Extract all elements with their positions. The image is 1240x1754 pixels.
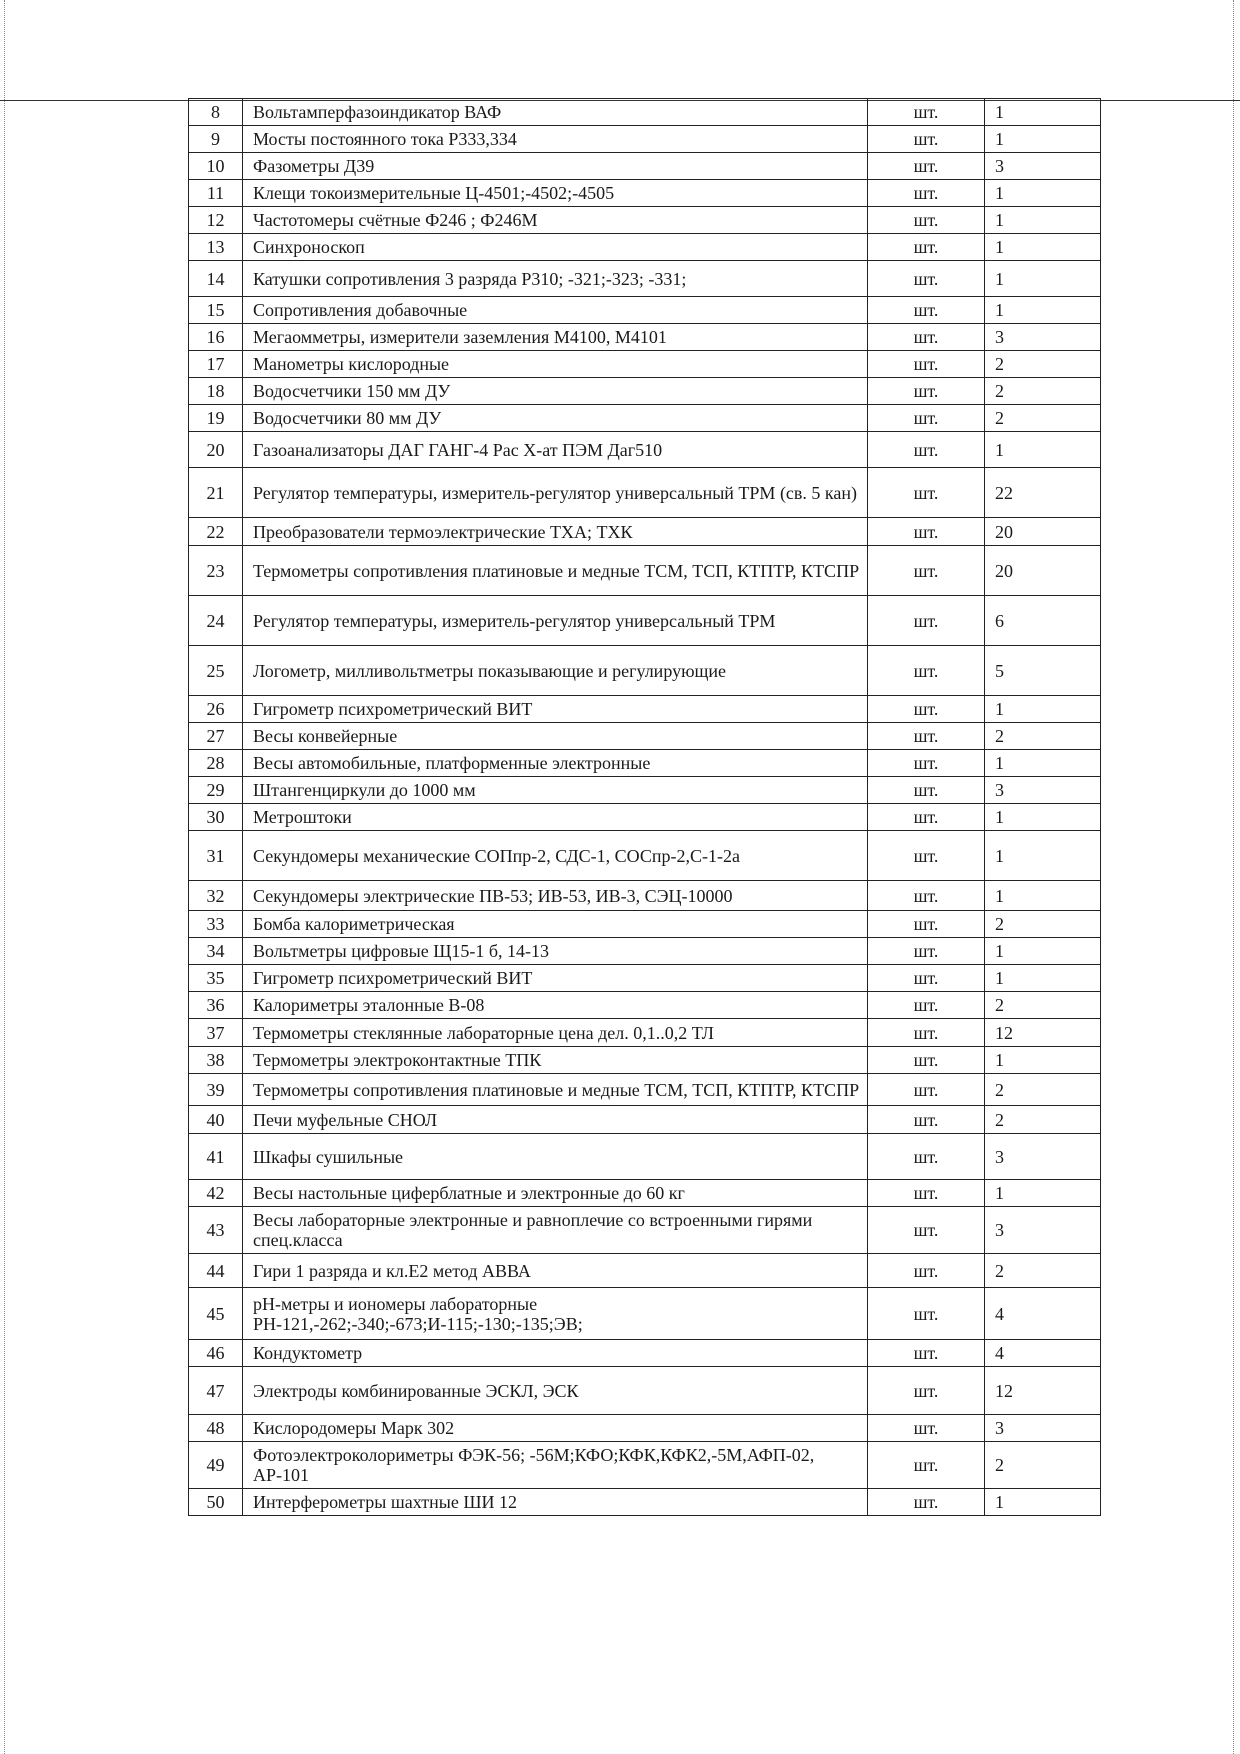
row-number: 25 (189, 646, 243, 696)
item-name: Термометры электроконтактные ТПК (243, 1047, 868, 1074)
table-row (189, 234, 1101, 261)
item-unit: шт. (868, 207, 985, 234)
table-row (189, 596, 1101, 646)
item-name: Секундомеры механические СОПпр-2, СДС-1, СОСпр-2,С-1-2а (243, 831, 868, 881)
item-quantity: 1 (985, 180, 1101, 207)
item-quantity: 2 (985, 1074, 1101, 1106)
row-number: 20 (189, 432, 243, 468)
table-row (189, 1134, 1101, 1180)
table-row (189, 938, 1101, 965)
table-row (189, 831, 1101, 881)
row-number: 31 (189, 831, 243, 881)
item-unit: шт. (868, 1047, 985, 1074)
item-quantity: 20 (985, 546, 1101, 596)
table-row (189, 546, 1101, 596)
item-name: Логометр, милливольтметры показывающие и регулирующие (243, 646, 868, 696)
table-row (189, 432, 1101, 468)
item-unit: шт. (868, 881, 985, 911)
table-row (189, 1019, 1101, 1047)
table-row (189, 1415, 1101, 1442)
row-number: 9 (189, 126, 243, 153)
item-unit: шт. (868, 777, 985, 804)
row-number: 38 (189, 1047, 243, 1074)
item-quantity: 1 (985, 750, 1101, 777)
item-quantity: 1 (985, 965, 1101, 992)
item-unit: шт. (868, 1134, 985, 1180)
table-row (189, 911, 1101, 938)
item-quantity: 1 (985, 261, 1101, 297)
table-row (189, 723, 1101, 750)
table-row (189, 881, 1101, 911)
item-name: Гигрометр психрометрический ВИТ (243, 696, 868, 723)
row-number: 33 (189, 911, 243, 938)
item-quantity: 1 (985, 207, 1101, 234)
row-number: 19 (189, 405, 243, 432)
table-row (189, 646, 1101, 696)
item-name: Водосчетчики 80 мм ДУ (243, 405, 868, 432)
table-row (189, 1340, 1101, 1367)
item-quantity: 1 (985, 297, 1101, 324)
item-name: Весы конвейерные (243, 723, 868, 750)
item-name: Водосчетчики 150 мм ДУ (243, 378, 868, 405)
row-number: 46 (189, 1340, 243, 1367)
row-number: 42 (189, 1180, 243, 1207)
row-number: 10 (189, 153, 243, 180)
item-name: Катушки сопротивления 3 разряда Р310; -321;-323; -331; (243, 261, 868, 297)
item-name: Кондуктометр (243, 1340, 868, 1367)
item-name: Гири 1 разряда и кл.Е2 метод АВВА (243, 1254, 868, 1288)
item-name: Интерферометры шахтные ШИ 12 (243, 1489, 868, 1516)
item-quantity: 3 (985, 1415, 1101, 1442)
row-number: 14 (189, 261, 243, 297)
item-unit: шт. (868, 938, 985, 965)
item-unit: шт. (868, 234, 985, 261)
row-number: 40 (189, 1106, 243, 1134)
row-number: 45 (189, 1288, 243, 1340)
table-row (189, 261, 1101, 297)
item-quantity: 1 (985, 881, 1101, 911)
row-number: 48 (189, 1415, 243, 1442)
item-unit: шт. (868, 1442, 985, 1489)
item-name: Преобразователи термоэлектрические ТХА; ТХК (243, 518, 868, 546)
table-row (189, 351, 1101, 378)
table-row (189, 1442, 1101, 1489)
row-number: 32 (189, 881, 243, 911)
item-quantity: 5 (985, 646, 1101, 696)
table-row (189, 126, 1101, 153)
table-row (189, 1047, 1101, 1074)
item-quantity: 20 (985, 518, 1101, 546)
item-quantity: 4 (985, 1288, 1101, 1340)
row-number: 17 (189, 351, 243, 378)
item-unit: шт. (868, 750, 985, 777)
row-number: 16 (189, 324, 243, 351)
item-name: Регулятор температуры, измеритель-регулятор универсальный ТРМ (св. 5 кан) (243, 468, 868, 518)
item-name: Кислородомеры Марк 302 (243, 1415, 868, 1442)
item-unit: шт. (868, 432, 985, 468)
item-name: Весы лабораторные электронные и равноплечие со встроенными гирями спец.класса (243, 1207, 868, 1254)
row-number: 50 (189, 1489, 243, 1516)
item-name: Электроды комбинированные ЭСКЛ, ЭСК (243, 1367, 868, 1415)
item-name: Вольтметры цифровые Щ15-1 б, 14-13 (243, 938, 868, 965)
row-number: 30 (189, 804, 243, 831)
table-row (189, 777, 1101, 804)
table-row (189, 180, 1101, 207)
item-name: Метроштоки (243, 804, 868, 831)
row-number: 26 (189, 696, 243, 723)
item-unit: шт. (868, 723, 985, 750)
item-name: Сопротивления добавочные (243, 297, 868, 324)
table-row (189, 324, 1101, 351)
item-unit: шт. (868, 804, 985, 831)
table-row (189, 1207, 1101, 1254)
item-unit: шт. (868, 378, 985, 405)
item-quantity: 2 (985, 992, 1101, 1019)
row-number: 34 (189, 938, 243, 965)
item-quantity: 22 (985, 468, 1101, 518)
item-unit: шт. (868, 297, 985, 324)
item-unit: шт. (868, 992, 985, 1019)
item-name: Весы автомобильные, платформенные электронные (243, 750, 868, 777)
item-unit: шт. (868, 1415, 985, 1442)
instrument-table (188, 98, 1101, 1516)
item-unit: шт. (868, 646, 985, 696)
item-name: Синхроноскоп (243, 234, 868, 261)
item-quantity: 12 (985, 1019, 1101, 1047)
item-unit: шт. (868, 965, 985, 992)
item-quantity: 3 (985, 324, 1101, 351)
item-unit: шт. (868, 1288, 985, 1340)
item-unit: шт. (868, 911, 985, 938)
item-name: Шкафы сушильные (243, 1134, 868, 1180)
item-unit: шт. (868, 1207, 985, 1254)
table-row (189, 468, 1101, 518)
item-name: Манометры кислородные (243, 351, 868, 378)
item-unit: шт. (868, 1367, 985, 1415)
row-number: 29 (189, 777, 243, 804)
item-unit: шт. (868, 153, 985, 180)
item-unit: шт. (868, 468, 985, 518)
item-quantity: 1 (985, 938, 1101, 965)
item-quantity: 2 (985, 1106, 1101, 1134)
item-quantity: 3 (985, 1134, 1101, 1180)
table-row (189, 99, 1101, 126)
item-name: Частотомеры счётные Ф246 ; Ф246М (243, 207, 868, 234)
row-number: 23 (189, 546, 243, 596)
item-quantity: 1 (985, 1489, 1101, 1516)
item-name: Термометры сопротивления платиновые и медные ТСМ, ТСП, КТПТР, КТСПР (243, 546, 868, 596)
item-name: Вольтамперфазоиндикатор ВАФ (243, 99, 868, 126)
item-name: Термометры стеклянные лабораторные цена дел. 0,1..0,2 ТЛ (243, 1019, 868, 1047)
item-name: Клещи токоизмерительные Ц-4501;-4502;-4505 (243, 180, 868, 207)
item-name: Термометры сопротивления платиновые и медные ТСМ, ТСП, КТПТР, КТСПР (243, 1074, 868, 1106)
table-row (189, 1288, 1101, 1340)
item-unit: шт. (868, 99, 985, 126)
row-number: 21 (189, 468, 243, 518)
item-quantity: 2 (985, 723, 1101, 750)
item-unit: шт. (868, 180, 985, 207)
item-name: Мосты постоянного тока Р333,334 (243, 126, 868, 153)
item-name: Секундомеры электрические ПВ-53; ИВ-53, ИВ-3, СЭЦ-10000 (243, 881, 868, 911)
item-unit: шт. (868, 405, 985, 432)
item-quantity: 1 (985, 234, 1101, 261)
item-unit: шт. (868, 518, 985, 546)
row-number: 47 (189, 1367, 243, 1415)
item-unit: шт. (868, 324, 985, 351)
scan-edge-marks-left (4, 0, 25, 1754)
table-row (189, 1106, 1101, 1134)
item-quantity: 2 (985, 405, 1101, 432)
table-row (189, 297, 1101, 324)
item-quantity: 3 (985, 1207, 1101, 1254)
item-name: рН-метры и иономеры лабораторные РН-121,-262;-340;-673;И-115;-130;-135;ЭВ; (243, 1288, 868, 1340)
row-number: 49 (189, 1442, 243, 1489)
item-quantity: 12 (985, 1367, 1101, 1415)
table-row (189, 207, 1101, 234)
row-number: 24 (189, 596, 243, 646)
row-number: 22 (189, 518, 243, 546)
scan-edge-marks-right (1213, 0, 1234, 1754)
table-row (189, 804, 1101, 831)
item-unit: шт. (868, 1180, 985, 1207)
item-name: Регулятор температуры, измеритель-регулятор универсальный ТРМ (243, 596, 868, 646)
item-quantity: 2 (985, 911, 1101, 938)
table-row (189, 750, 1101, 777)
row-number: 41 (189, 1134, 243, 1180)
row-number: 13 (189, 234, 243, 261)
item-unit: шт. (868, 831, 985, 881)
item-unit: шт. (868, 696, 985, 723)
item-name: Фотоэлектроколориметры ФЭК-56; -56М;КФО;КФК,КФК2,-5М,АФП-02, АР-101 (243, 1442, 868, 1489)
row-number: 15 (189, 297, 243, 324)
item-quantity: 4 (985, 1340, 1101, 1367)
item-quantity: 2 (985, 378, 1101, 405)
table-row (189, 696, 1101, 723)
item-unit: шт. (868, 596, 985, 646)
table-row (189, 1367, 1101, 1415)
table-row (189, 405, 1101, 432)
table-row (189, 518, 1101, 546)
row-number: 8 (189, 99, 243, 126)
item-quantity: 1 (985, 99, 1101, 126)
item-name: Штангенциркули до 1000 мм (243, 777, 868, 804)
item-unit: шт. (868, 1106, 985, 1134)
item-name: Газоанализаторы ДАГ ГАНГ-4 Рас Х-ат ПЭМ Даг510 (243, 432, 868, 468)
row-number: 18 (189, 378, 243, 405)
row-number: 44 (189, 1254, 243, 1288)
item-quantity: 1 (985, 831, 1101, 881)
item-quantity: 2 (985, 351, 1101, 378)
item-quantity: 6 (985, 596, 1101, 646)
item-unit: шт. (868, 1340, 985, 1367)
item-quantity: 1 (985, 1047, 1101, 1074)
table-row (189, 1254, 1101, 1288)
item-name: Гигрометр психрометрический ВИТ (243, 965, 868, 992)
item-unit: шт. (868, 126, 985, 153)
item-unit: шт. (868, 1489, 985, 1516)
instrument-list-sheet (188, 98, 1100, 1516)
row-number: 36 (189, 992, 243, 1019)
table-row (189, 1180, 1101, 1207)
item-name: Калориметры эталонные В-08 (243, 992, 868, 1019)
item-quantity: 1 (985, 432, 1101, 468)
item-unit: шт. (868, 1019, 985, 1047)
table-row (189, 1074, 1101, 1106)
item-quantity: 2 (985, 1254, 1101, 1288)
item-name: Весы настольные циферблатные и электронные до 60 кг (243, 1180, 868, 1207)
row-number: 12 (189, 207, 243, 234)
item-unit: шт. (868, 1254, 985, 1288)
item-unit: шт. (868, 351, 985, 378)
row-number: 39 (189, 1074, 243, 1106)
row-number: 27 (189, 723, 243, 750)
instrument-table-body (189, 99, 1101, 1516)
item-quantity: 1 (985, 696, 1101, 723)
item-quantity: 1 (985, 804, 1101, 831)
row-number: 43 (189, 1207, 243, 1254)
row-number: 28 (189, 750, 243, 777)
item-quantity: 3 (985, 777, 1101, 804)
item-unit: шт. (868, 261, 985, 297)
item-quantity: 1 (985, 126, 1101, 153)
table-row (189, 378, 1101, 405)
item-unit: шт. (868, 546, 985, 596)
item-quantity: 2 (985, 1442, 1101, 1489)
table-row (189, 153, 1101, 180)
item-quantity: 1 (985, 1180, 1101, 1207)
table-row (189, 992, 1101, 1019)
row-number: 11 (189, 180, 243, 207)
item-quantity: 3 (985, 153, 1101, 180)
table-row (189, 965, 1101, 992)
item-name: Бомба калориметрическая (243, 911, 868, 938)
item-name: Печи муфельные СНОЛ (243, 1106, 868, 1134)
item-name: Мегаомметры, измерители заземления М4100, М4101 (243, 324, 868, 351)
item-unit: шт. (868, 1074, 985, 1106)
row-number: 35 (189, 965, 243, 992)
table-row (189, 1489, 1101, 1516)
item-name: Фазометры Д39 (243, 153, 868, 180)
row-number: 37 (189, 1019, 243, 1047)
